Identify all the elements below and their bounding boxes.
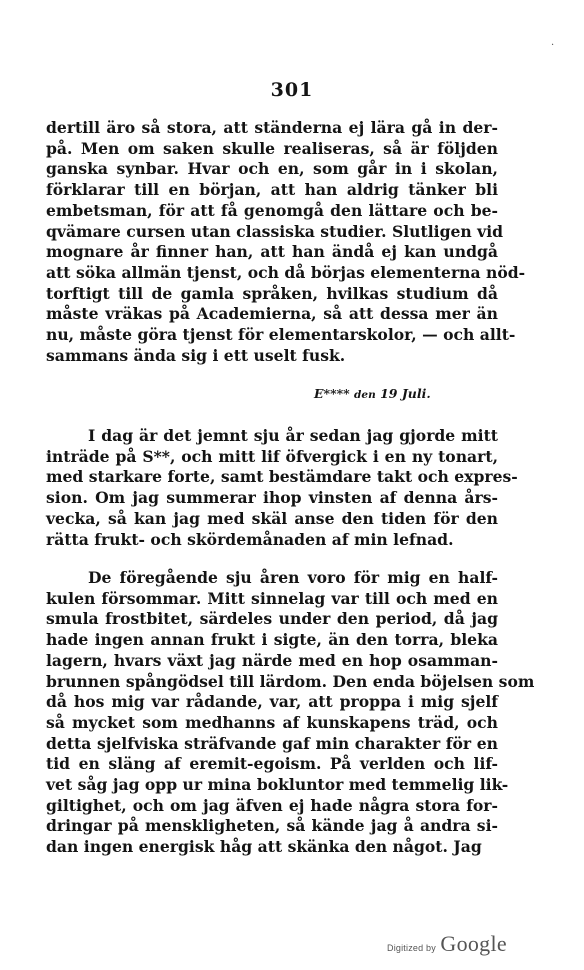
text-line: inträde på S**, och mitt lif öfvergick i en ny tonart, xyxy=(46,446,498,466)
page-number: 301 xyxy=(270,79,314,101)
text-line: vet såg jag opp ur mina bokluntor med temmelig lik- xyxy=(46,775,509,795)
text-line: embetsman, för att få genomgå den lättare och be- xyxy=(46,200,498,220)
text-line: hade ingen annan frukt i sigte, än den torra, bleka xyxy=(46,630,498,650)
text-line: kulen försommar. Mitt sinnelag var till och med en xyxy=(46,588,498,608)
text-line: då hos mig var rådande, var, att proppa i mig sjelf xyxy=(46,692,498,712)
text-line: ganska synbar. Hvar och en, som går in i skolan, xyxy=(46,159,498,179)
text-line: I dag är det jemnt sju år sedan jag gjorde mitt xyxy=(88,426,498,445)
text-line: på. Men om saken skulle realiseras, så är följden xyxy=(46,138,498,158)
text-line: torftigt till de gamla språken, hvilkas studium då xyxy=(46,283,498,303)
text-line: förklarar till en början, att han aldrig tänker bli xyxy=(46,180,498,200)
text-line: brunnen spångödsel till lärdom. Den enda böjelsen som xyxy=(46,671,535,691)
paragraph-2 xyxy=(46,426,518,550)
text-line: detta sjelfviska sträfvande gaf min charakter för en xyxy=(46,733,498,753)
text-line: vecka, så kan jag med skäl anse den tiden för den xyxy=(46,508,498,528)
text-line: mognare år finner han, att han ändå ej kan undgå xyxy=(46,242,498,262)
dateline-den: den xyxy=(354,389,376,401)
text-line: qvämare cursen utan classiska studier. Slutligen vid xyxy=(46,221,504,241)
stray-mark: · xyxy=(551,40,555,51)
dateline-place: E**** xyxy=(314,386,350,401)
text-line: giltighet, och om jag äfven ej hade några stora for- xyxy=(46,795,498,815)
text-line: dertill äro så stora, att ständerna ej lära gå in der- xyxy=(46,118,498,137)
paragraph-3 xyxy=(46,568,535,858)
text-line: måste vräkas på Academierna, så att dessa mer än xyxy=(46,304,498,324)
text-line: smula frostbitet, särdeles under den period, då jag xyxy=(46,609,498,629)
dateline-date: 19 xyxy=(380,386,398,401)
text-line: rätta frukt- och skördemånaden af min lefnad. xyxy=(46,529,454,549)
text-line: nu, måste göra tjenst för elementarskolor, — och allt- xyxy=(46,325,516,345)
dateline-month: Juli. xyxy=(401,386,431,401)
digitized-by-text: Digitized by xyxy=(387,943,436,953)
text-line: sion. Om jag summerar ihop vinsten af denna års- xyxy=(46,488,498,508)
paragraph-1 xyxy=(46,118,526,366)
text-line: De föregående sju åren voro för mig en half- xyxy=(88,568,498,587)
text-line: lagern, hvars växt jag närde med en hop osamman- xyxy=(46,650,498,670)
text-line: att söka allmän tjenst, och då börjas elementerna nöd- xyxy=(46,262,526,282)
text-line: tid en släng af eremit-egoism. På verlden och lif- xyxy=(46,754,498,774)
text-line: med starkare forte, samt bestämdare takt och expres- xyxy=(46,467,518,487)
google-logo: Google xyxy=(440,931,507,956)
text-line: så mycket som medhanns af kunskapens träd, och xyxy=(46,712,498,732)
text-line: dan ingen energisk håg att skänka den något. Jag xyxy=(46,837,482,857)
dateline xyxy=(314,386,431,401)
text-line: dringar på menskligheten, så kände jag å andra si- xyxy=(46,816,498,836)
digitized-by-google-stamp xyxy=(387,931,507,957)
text-line: sammans ända sig i ett uselt fusk. xyxy=(46,345,346,365)
